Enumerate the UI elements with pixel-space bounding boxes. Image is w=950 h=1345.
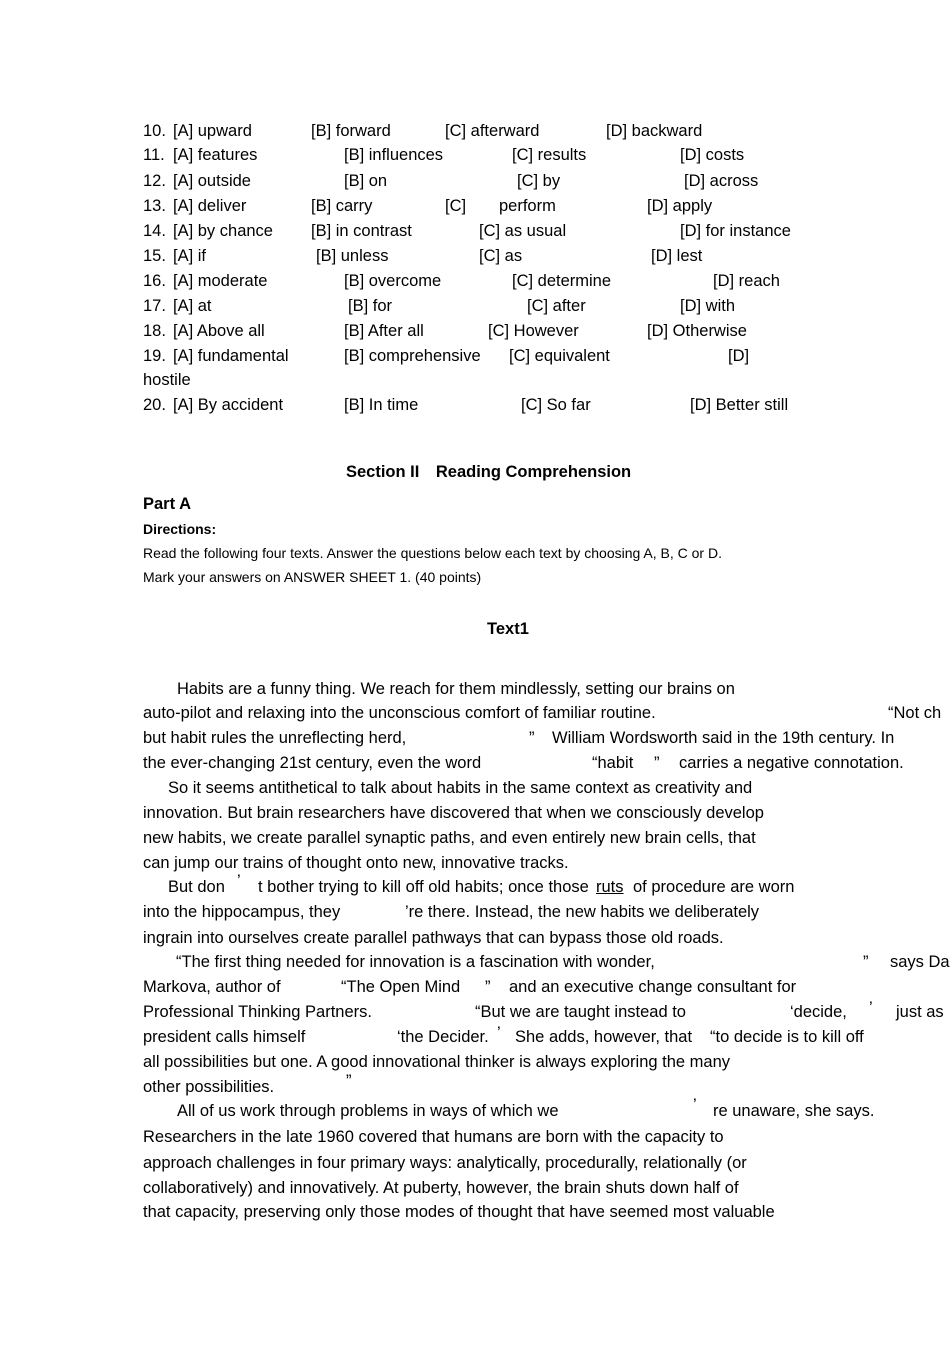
- option-a: [A] features: [173, 146, 258, 164]
- option-b: [B] In time: [344, 396, 419, 414]
- passage-text: Professional Thinking Partners.: [143, 1003, 372, 1021]
- option-b: [B] comprehensive: [344, 347, 481, 365]
- passage-text: ”: [863, 953, 869, 971]
- directions-label: Directions:: [143, 521, 217, 537]
- option-c: [C] However: [488, 322, 579, 340]
- option-c: [C] as usual: [479, 222, 567, 240]
- option-c: [C] after: [527, 297, 586, 315]
- option-c: [C] results: [512, 146, 587, 164]
- option-b: [B] influences: [344, 146, 444, 164]
- option-b: [B] carry: [311, 197, 373, 215]
- option-b: [B] overcome: [344, 272, 442, 290]
- passage-text: auto-pilot and relaxing into the unconscious comfort of familiar routine.: [143, 704, 656, 722]
- passage-text: ”: [654, 754, 660, 772]
- passage-text: “Not ch: [888, 704, 942, 722]
- question-number: 10.: [143, 122, 166, 140]
- question-number: 13.: [143, 197, 166, 215]
- option-d: [D] for instance: [680, 222, 791, 240]
- option-d: [D] Better still: [690, 396, 789, 414]
- passage-text: but habit rules the unreflecting herd,: [143, 729, 407, 747]
- option-b: [B] unless: [316, 247, 389, 265]
- option-b: [B] on: [344, 172, 388, 190]
- passage-text: other possibilities.: [143, 1078, 275, 1096]
- passage-line: new habits, we create parallel synaptic paths, and even entirely new brain cells, that: [143, 829, 756, 847]
- question-number: 14.: [143, 222, 166, 240]
- option-d: [D] with: [680, 297, 736, 315]
- passage-text: “But we are taught instead to: [475, 1003, 686, 1021]
- passage-text: ‘the Decider.: [397, 1028, 489, 1046]
- passage-line: innovation. But brain researchers have discovered that when we consciously develop: [143, 804, 764, 822]
- passage-line: approach challenges in four primary ways: analytically, procedurally, relationally (or: [143, 1154, 747, 1172]
- passage-text: Markova, author of: [143, 978, 281, 996]
- directions-line-2: Mark your answers on ANSWER SHEET 1. (40 points): [143, 569, 482, 585]
- option-d: [D] backward: [606, 122, 703, 140]
- passage-text: “to decide is to kill off: [710, 1028, 864, 1046]
- passage-line: ingrain into ourselves create parallel pathways that can bypass those old roads.: [143, 929, 724, 947]
- underlined-word: ruts: [596, 878, 624, 896]
- passage-line: all possibilities but one. A good innovational thinker is always exploring the many: [143, 1053, 731, 1071]
- passage-text: ’: [693, 1096, 697, 1114]
- option-a: [A] By accident: [173, 396, 284, 414]
- passage-text: But don: [168, 878, 225, 896]
- passage-text: carries a negative connotation.: [679, 754, 904, 772]
- option-c: [C] by: [517, 172, 561, 190]
- passage-text: ”: [485, 978, 491, 996]
- directions-line-1: Read the following four texts. Answer the questions below each text by choosing A, B, C or D.: [143, 545, 722, 561]
- passage-text: ’: [869, 999, 873, 1017]
- option-c: [C]: [445, 197, 467, 215]
- passage-line: can jump our trains of thought onto new, innovative tracks.: [143, 854, 569, 872]
- option-c: [C] as: [479, 247, 523, 265]
- passage-text: into the hippocampus, they: [143, 903, 341, 921]
- option-a: [A] moderate: [173, 272, 268, 290]
- passage-line: collaboratively) and innovatively. At puberty, however, the brain shuts down half of: [143, 1179, 739, 1197]
- option-a: [A] fundamental: [173, 347, 289, 365]
- option-a: [A] if: [173, 247, 207, 265]
- option-c-text: perform: [499, 197, 556, 215]
- option-d: [D] lest: [651, 247, 703, 265]
- option-d: [D] apply: [647, 197, 713, 215]
- passage-text: ’re there. Instead, the new habits we deliberately: [405, 903, 760, 921]
- question-number: 12.: [143, 172, 166, 190]
- question-number: 20.: [143, 396, 166, 414]
- option-d: [D] costs: [680, 146, 745, 164]
- passage-text: ’: [237, 872, 241, 890]
- option-b: [B] in contrast: [311, 222, 412, 240]
- passage-text: t bother trying to kill off old habits; once those: [258, 878, 589, 896]
- part-title: Part A: [143, 495, 191, 513]
- option-d: [D] Otherwise: [647, 322, 747, 340]
- passage-line: Researchers in the late 1960 covered that humans are born with the capacity to: [143, 1128, 724, 1146]
- question-number: 18.: [143, 322, 166, 340]
- passage-text: ‘decide,: [790, 1003, 847, 1021]
- option-a: [A] Above all: [173, 322, 265, 340]
- passage-text: “habit: [592, 754, 634, 772]
- passage-text: “The Open Mind: [341, 978, 461, 996]
- passage-text: ’: [497, 1024, 501, 1042]
- passage-text: and an executive change consultant for: [509, 978, 797, 996]
- passage-text: the ever-changing 21st century, even the word: [143, 754, 482, 772]
- passage-text: says Da: [890, 953, 950, 971]
- question-number: 17.: [143, 297, 166, 315]
- passage-text: just as: [896, 1003, 944, 1021]
- option-a: [A] by chance: [173, 222, 273, 240]
- passage-line: So it seems antithetical to talk about habits in the same context as creativity and: [168, 779, 753, 797]
- passage-text: “The first thing needed for innovation is a fascination with wonder,: [176, 953, 655, 971]
- option-c: [C] equivalent: [509, 347, 610, 365]
- option-a: [A] at: [173, 297, 212, 315]
- option-b: [B] for: [348, 297, 393, 315]
- passage-line: Habits are a funny thing. We reach for them mindlessly, setting our brains on: [177, 680, 735, 698]
- option-b: [B] After all: [344, 322, 424, 340]
- question-number: 15.: [143, 247, 166, 265]
- option-c: [C] afterward: [445, 122, 540, 140]
- option-d: [D] across: [684, 172, 759, 190]
- option-d-wrap: hostile: [143, 371, 191, 389]
- passage-line: that capacity, preserving only those modes of thought that have seemed most valuable: [143, 1203, 775, 1221]
- option-a: [A] outside: [173, 172, 251, 190]
- text-title: Text1: [487, 620, 529, 638]
- option-b: [B] forward: [311, 122, 391, 140]
- passage-text: re unaware, she says.: [713, 1102, 875, 1120]
- question-number: 19.: [143, 347, 166, 365]
- passage-text: ”: [346, 1072, 352, 1090]
- option-c: [C] determine: [512, 272, 612, 290]
- passage-text: All of us work through problems in ways of which we: [177, 1102, 559, 1120]
- passage-text: She adds, however, that: [515, 1028, 693, 1046]
- section-title: Section II Reading Comprehension: [346, 463, 632, 481]
- passage-text: William Wordsworth said in the 19th century. In: [552, 729, 895, 747]
- question-number: 16.: [143, 272, 166, 290]
- passage-text: of procedure are worn: [633, 878, 795, 896]
- option-d: [D] reach: [713, 272, 780, 290]
- option-a: [A] deliver: [173, 197, 247, 215]
- question-number: 11.: [143, 146, 165, 164]
- option-c: [C] So far: [521, 396, 591, 414]
- option-d: [D]: [728, 347, 750, 365]
- passage-text: ”: [529, 729, 535, 747]
- passage-text: president calls himself: [143, 1028, 306, 1046]
- option-a: [A] upward: [173, 122, 252, 140]
